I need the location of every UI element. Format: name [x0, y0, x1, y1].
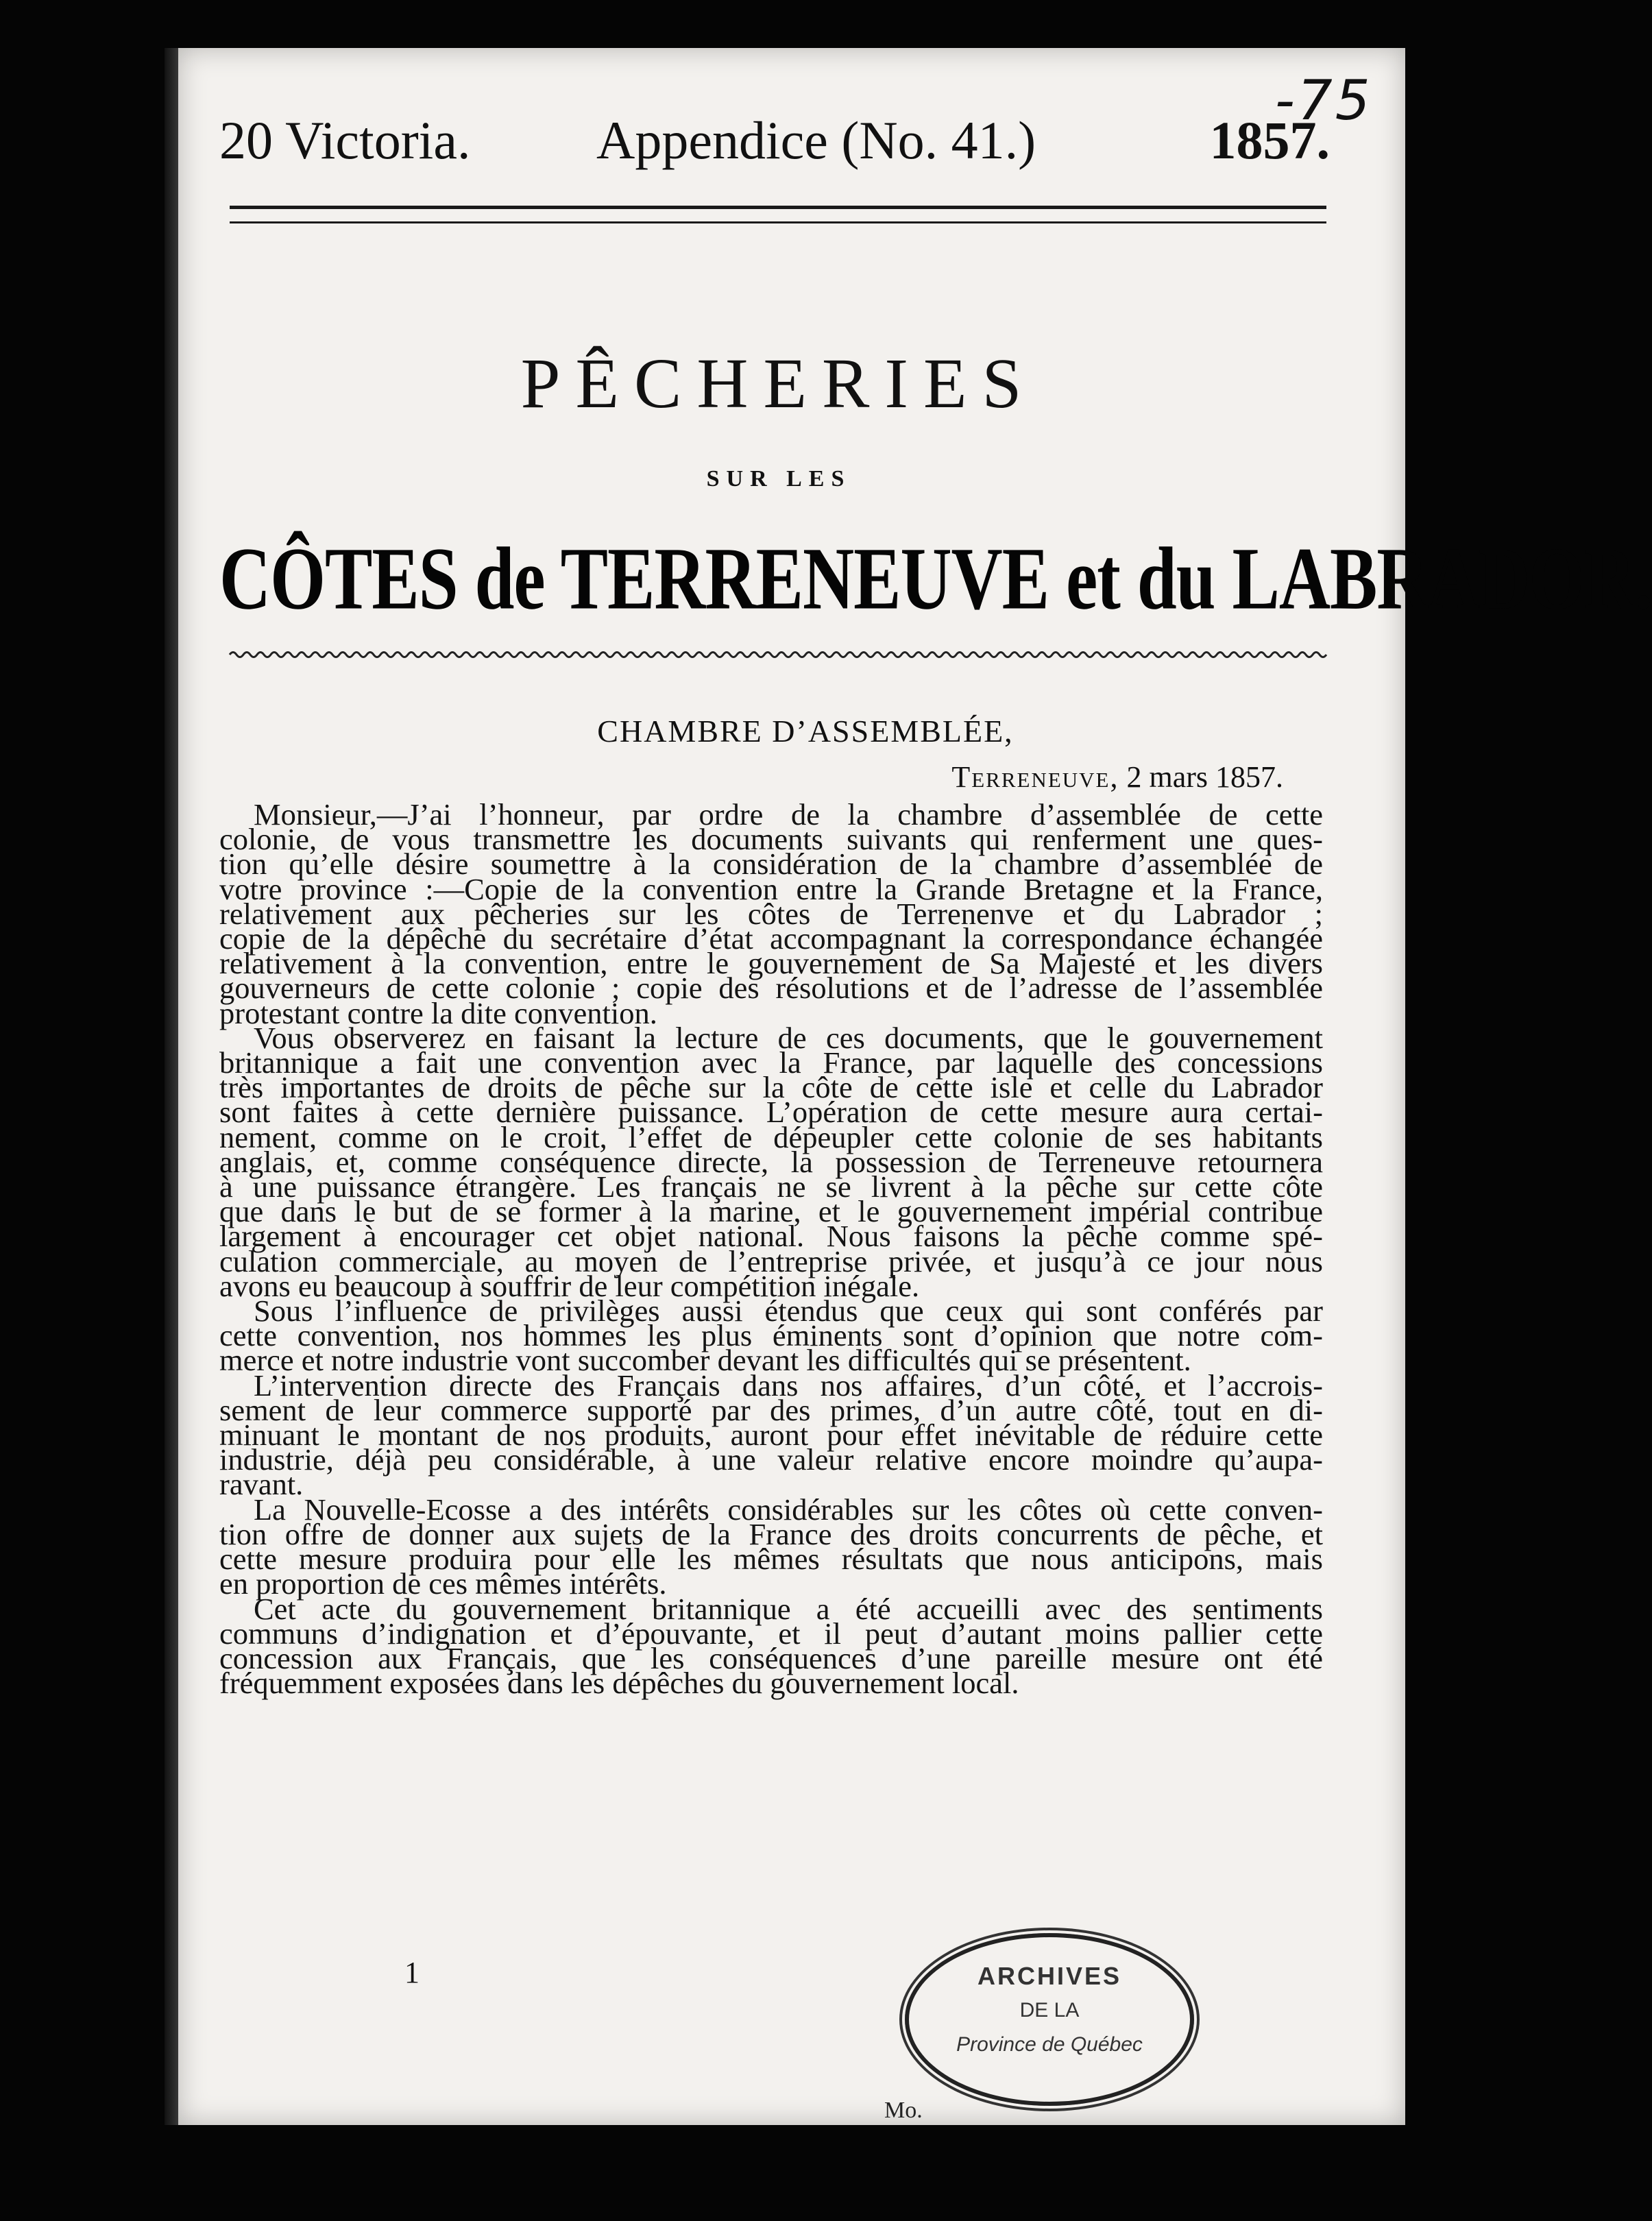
- running-header: [219, 110, 1330, 185]
- text-line: tion offre de donner aux sujets de la France des droits concurrents de pêche, et: [219, 1516, 1323, 1551]
- text-line: L’intervention directe des Français dans nos affaires, d’un côté, et l’accrois-: [254, 1368, 1323, 1403]
- text-line: très importantes de droits de pêche sur la côte de cette isle et celle du Labrador: [219, 1070, 1323, 1105]
- text-line: sont faites à cette dernière puissance. L’opération de cette mesure aura certai-: [219, 1095, 1323, 1130]
- paragraph: [219, 1492, 1323, 1601]
- text-line: Cet acte du gouvernement britannique a été accueilli avec des sentiments: [254, 1591, 1323, 1626]
- stamp-line-1: ARCHIVES: [977, 1962, 1122, 1990]
- handwritten-page-number: -75: [1275, 69, 1373, 132]
- header-reign: 20 Victoria.: [219, 110, 471, 170]
- text-line: que dans le but de se former à la marine, et le gouvernement impérial contribue: [219, 1194, 1323, 1229]
- stamp-line-3: Province de Québec: [956, 2033, 1143, 2056]
- bottom-mark: Mo.: [884, 2098, 923, 2123]
- letter-date: 2 mars 1857.: [1126, 760, 1283, 794]
- text-line: gouverneurs de cette colonie ; copie des résolutions et de l’adresse de l’assemblée: [219, 971, 1323, 1006]
- text-line: colonie, de vous transmettre les documents suivants qui renferment une ques-: [219, 822, 1323, 857]
- text-line: Monsieur,—J’ai l’honneur, par ordre de la chambre d’assemblée de cette: [254, 797, 1323, 832]
- header-year: 1857.: [1209, 110, 1330, 170]
- text-line: Sous l’influence de privilèges aussi étendus que ceux qui sont conférés par: [254, 1294, 1323, 1328]
- header-appendix: Appendice (No. 41.): [596, 110, 1036, 170]
- stamp-line-2: DE LA: [1019, 1999, 1080, 2022]
- text-line: tion qu’elle désire soumettre à la considération de la chambre d’assemblée de: [219, 847, 1323, 882]
- text-line: industrie, déjà peu considérable, à une valeur relative encore moindre qu’aupa-: [219, 1442, 1323, 1477]
- text-line: à une puissance étrangère. Les français ne se livrent à la pêche sur cette côte: [219, 1169, 1323, 1204]
- text-line: La Nouvelle-Ecosse a des intérêts considérables sur les côtes où cette conven-: [254, 1492, 1323, 1527]
- text-line: largement à encourager cet objet national. Nous faisons la pêche comme spé-: [219, 1219, 1323, 1254]
- text-line: cette convention, nos hommes les plus éminents sont d’opinion que notre com-: [219, 1318, 1323, 1353]
- signature-mark: 1: [404, 1956, 420, 1989]
- text-line: avons eu beaucoup à souffrir de leur compétition inégale.: [219, 1268, 920, 1303]
- text-line: votre province :—Copie de la convention entre la Grande Bretagne et la France,: [219, 871, 1323, 906]
- text-line: concession aux Français, que les conséquences d’une pareille mesure ont été: [219, 1640, 1323, 1675]
- paragraph: [219, 1020, 1323, 1303]
- wavy-rule: [230, 648, 1326, 662]
- paragraph: [219, 797, 1323, 1030]
- text-line: communs d’indignation et d’épouvante, et il peut d’autant moins pallier cette: [219, 1616, 1323, 1651]
- text-line: relativement aux pêcheries sur les côtes de Terrenenve et du Labrador ;: [219, 896, 1323, 931]
- archives-stamp: [905, 1933, 1194, 2106]
- text-line: relativement à la convention, entre le gouvernement de Sa Majesté et les divers: [219, 946, 1323, 981]
- title-subject: CÔTES de TERRENEUVE et du LABRADOR.: [219, 529, 1652, 629]
- text-line: copie de la dépêche du secrétaire d’état accompagnant la correspondance échangée: [219, 921, 1323, 956]
- letter-body: [219, 797, 1323, 1701]
- text-line: protestant contre la dite convention.: [219, 995, 657, 1030]
- text-line: en proportion de ces mêmes intérêts.: [219, 1566, 667, 1601]
- text-line: anglais, et, comme conséquence directe, la possession de Terreneuve retournera: [219, 1144, 1323, 1179]
- text-line: sement de leur commerce supporté par des primes, d’un autre côté, tout en di-: [219, 1392, 1323, 1427]
- paragraph: [219, 1591, 1323, 1701]
- text-line: minuant le montant de nos produits, auront pour effet inévitable de réduire cette: [219, 1418, 1323, 1453]
- paragraph: [219, 1294, 1323, 1378]
- double-rule: [230, 206, 1326, 223]
- text-line: Vous observerez en faisant la lecture de ces documents, que le gouvernement: [254, 1020, 1323, 1055]
- text-line: culation commerciale, au moyen de l’entreprise privée, et jusqu’à ce jour nous: [219, 1243, 1323, 1278]
- text-line: nement, comme on le croit, l’effet de dépeupler cette colonie de ses habitants: [219, 1119, 1323, 1154]
- text-line: merce et notre industrie vont succomber devant les difficultés qui se présentent.: [219, 1343, 1191, 1378]
- text-line: ravant.: [219, 1467, 304, 1502]
- text-line: britannique a fait une convention avec la France, par laquelle des concessions: [219, 1045, 1323, 1080]
- paragraph: [219, 1368, 1323, 1502]
- text-line: cette mesure produira pour elle les mêmes résultats que nous anticipons, mais: [219, 1542, 1323, 1577]
- text-line: fréquemment exposées dans les dépêches du gouvernement local.: [219, 1666, 1019, 1701]
- title-connector: SUR LES: [706, 466, 851, 491]
- title-main: PÊCHERIES: [520, 344, 1037, 423]
- letter-dateline: [951, 760, 1283, 794]
- letter-heading: CHAMBRE D’ASSEMBLÉE,: [597, 714, 1014, 749]
- letter-place: Terreneuve,: [951, 760, 1119, 794]
